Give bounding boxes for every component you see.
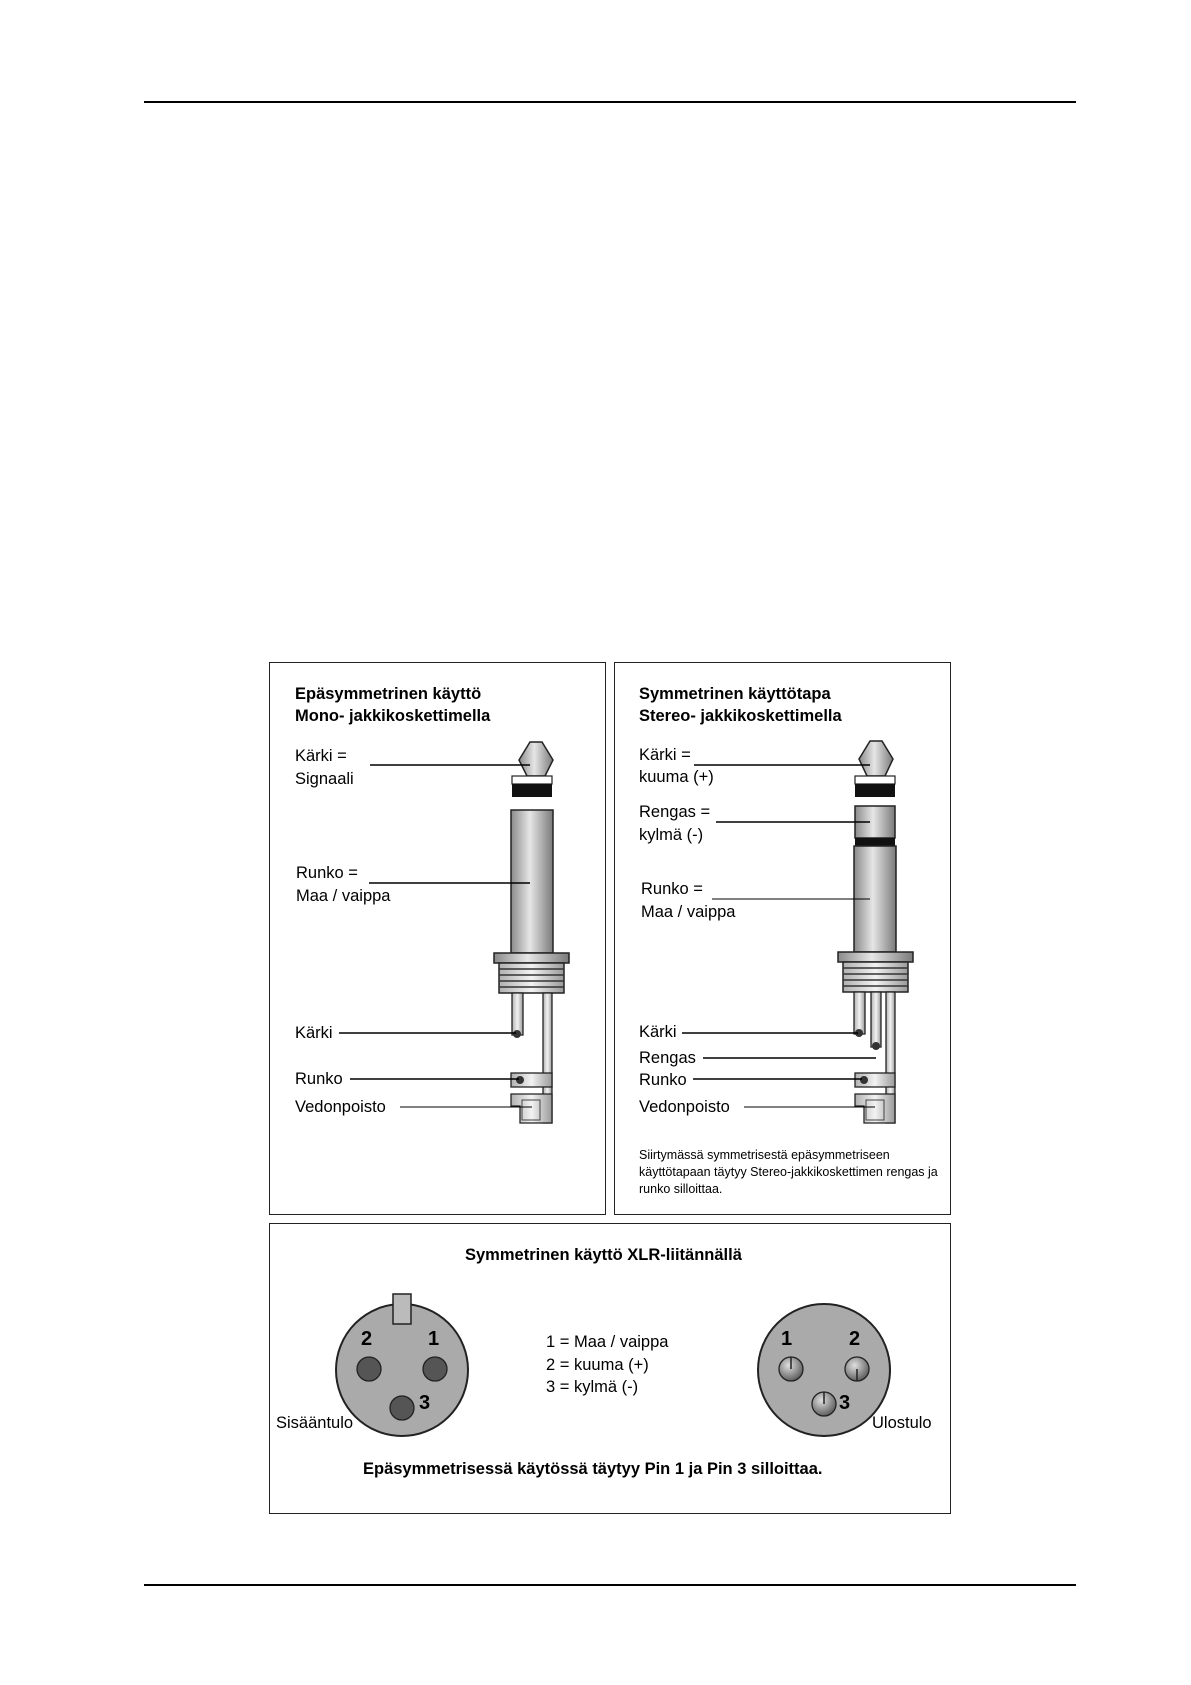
mono-title-line1: Epäsymmetrinen käyttö (295, 685, 482, 703)
xlr-output-pin-2-label: 2 (849, 1328, 861, 1350)
xlr-input-latch (393, 1294, 411, 1324)
xlr-input-pin-1-label: 1 (428, 1328, 440, 1350)
stereo-title-line2: Stereo- jakkikoskettimella (639, 707, 842, 725)
mono-title-line2: Mono- jakkikoskettimella (295, 707, 491, 725)
xlr-legend-3: 3 = kylmä (-) (546, 1378, 639, 1396)
mono-wire-body-label: Runko (295, 1070, 343, 1088)
stereo-wire-body-label: Runko (639, 1071, 687, 1089)
stereo-title-line1: Symmetrinen käyttötapa (639, 685, 831, 703)
stereo-note: Siirtymässä symmetrisestä epäsymmetriseen käyttötapaan täytyy Stereo-jakkikoskettimen rengas ja runko silloittaa. (639, 1148, 938, 1196)
mono-body-label-2: Maa / vaippa (296, 887, 391, 905)
stereo-ring-label-1: Rengas = (639, 803, 711, 821)
stereo-tip-label-1: Kärki = (639, 746, 691, 764)
mono-wire-tip-label: Kärki (295, 1024, 333, 1042)
xlr-input-pin-2-label: 2 (361, 1328, 373, 1350)
stereo-wire-tip-label: Kärki (639, 1023, 677, 1041)
xlr-output-label: Ulostulo (872, 1414, 932, 1432)
mono-body-label-1: Runko = (296, 864, 358, 882)
xlr-output-pin-1-label: 1 (781, 1328, 793, 1350)
xlr-legend-2: 2 = kuuma (+) (546, 1356, 649, 1374)
stereo-body-label-2: Maa / vaippa (641, 903, 736, 921)
xlr-input-pin-2 (357, 1357, 381, 1381)
xlr-input-pin-3-label: 3 (419, 1392, 431, 1414)
xlr-title: Symmetrinen käyttö XLR-liitännällä (465, 1246, 742, 1264)
stereo-tip-label-2: kuuma (+) (639, 768, 714, 786)
xlr-legend-1: 1 = Maa / vaippa (546, 1333, 669, 1351)
xlr-output-pin-3-label: 3 (839, 1392, 851, 1414)
mono-tip-label-1: Kärki = (295, 747, 347, 765)
stereo-body-label-1: Runko = (641, 880, 703, 898)
mono-tip-label-2: Signaali (295, 770, 354, 788)
stereo-wire-strain-label: Vedonpoisto (639, 1098, 730, 1116)
xlr-input-pin-3 (390, 1396, 414, 1420)
xlr-footer: Epäsymmetrisessä käytössä täytyy Pin 1 ja Pin 3 silloittaa. (363, 1460, 823, 1478)
stereo-ring-label-2: kylmä (-) (639, 826, 704, 844)
xlr-input-pin-1 (423, 1357, 447, 1381)
mono-wire-strain-label: Vedonpoisto (295, 1098, 386, 1116)
xlr-input-label: Sisääntulo (276, 1414, 354, 1432)
stereo-wire-ring-label: Rengas (639, 1049, 696, 1067)
